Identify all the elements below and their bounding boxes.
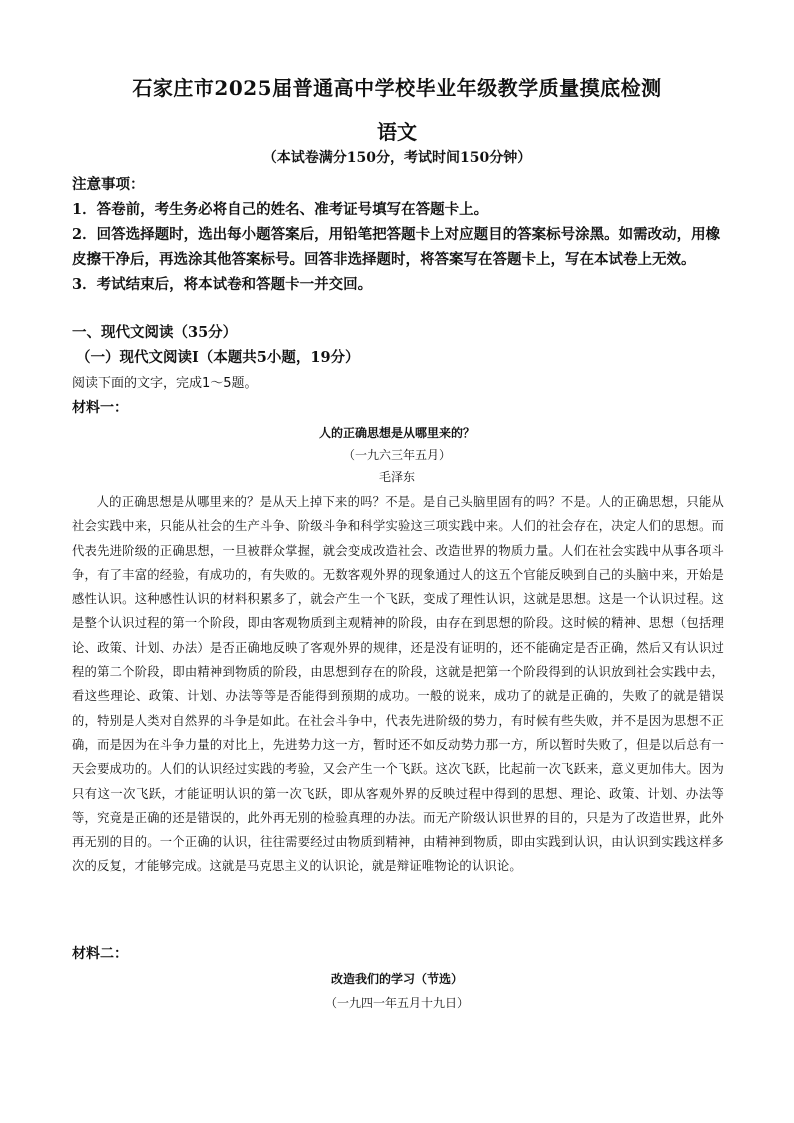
section-subtitle: （一）现代文阅读Ⅰ（本题共5小题，19分） (76, 349, 360, 366)
material-one-body: 人的正确思想是从哪里来的？是从天上掉下来的吗？不是。是自己头脑里固有的吗？不是。人的正确思想，只能从社会实践中来，只能从社会的生产斗争、阶级斗争和科学实验这三项实践中来。人们的社会存在，决定人们的思想。而代表先进阶级的正确思想，一旦被群众掌握，就会变成改造社会、改造世界的物质力量。人们在社会实践中从事各项斗争，有了丰富的经验，有成功的，有失败的。无数客观外界的现象通过人的这五个官能反映到自己的头脑中来，开始是感性认识。这种感性认识的材料积累多了，就会产生一个飞跃，变成了理性认识，这就是思想。这是一个认识过程。这是整个认识过程的第一个阶段，即由客观物质到主观精神的阶段，由存在到思想的阶段。这时候的精神、思想（包括理论、政策、计划、办法）是否正确地反映了客观外界的规律，还是没有证明的，还不能确定是否正确，然后又有认识过程的第二个阶段，即由精神到物质的阶段，由思想到存在的阶段，这就是把第一个阶段得到的认识放到社会实践中去，看这些理论、政策、计划、办法等等是否能得到预期的成功。一般的说来，成功了的就是正确的，失败了的就是错误的，特别是人类对自然界的斗争是如此。在社会斗争中，代表先进阶级的势力，有时候有些失败，并不是因为思想不正确，而是因为在斗争力量的对比上，先进势力这一方，暂时还不如反动势力那一方，所以暂时失败了，但是以后总有一天会要成功的。人们的认识经过实践的考验，又会产生一个飞跃。这次飞跃，比起前一次飞跃来，意义更加伟大。因为只有这一次飞跃，才能证明认识的第一次飞跃，即从客观外界的反映过程中得到的思想、理论、政策、计划、办法等等，究竟是正确的还是错误的，此外再无别的检验真理的办法。而无产阶级认识世界的目的，只是为了改造世界，此外再无别的目的。一个正确的认识，往往需要经过由物质到精神，由精神到物质，即由实践到认识，由认识到实践这样多次的反复，才能够完成。这就是马克思主义的认识论，就是辩证唯物论的认识论。 (72, 495, 724, 874)
notice-item: 3．考试结束后，将本试卷和答题卡一并交回。 (72, 276, 373, 293)
section-title: 一、现代文阅读（35分） (72, 324, 238, 341)
score-note: （本试卷满分150分，考试时间150分钟） (262, 150, 532, 166)
material-two-label: 材料二： (72, 946, 128, 962)
material-one-title: 人的正确思想是从哪里来的？ (318, 426, 475, 440)
material-one-label: 材料一： (72, 400, 128, 416)
notice-item: 2．回答选择题时，选出每小题答案后，用铅笔把答题卡上对应题目的答案标号涂黑。如需改动，用橡皮擦干净后，再选涂其他答案标号。回答非选择题时，将答案写在答题卡上，写在本试卷上无效。 (72, 226, 721, 268)
notice-heading: 注意事项： (72, 176, 145, 193)
material-one-author: 毛泽东 (378, 470, 415, 484)
material-two-title: 改造我们的学习（节选） (330, 972, 463, 986)
subject-title: 语文 (377, 120, 417, 144)
reading-instruction: 阅读下面的文字，完成1～5题。 (72, 376, 258, 391)
notice-item: 1．答卷前，考生务必将自己的姓名、准考证号填写在答题卡上。 (72, 201, 489, 218)
material-one-date: （一九六三年五月） (342, 448, 451, 462)
exam-title: 石家庄市2025届普通高中学校毕业年级教学质量摸底检测 (132, 76, 662, 100)
notice-block (72, 172, 724, 297)
material-two-date: （一九四一年五月十九日） (324, 996, 469, 1010)
